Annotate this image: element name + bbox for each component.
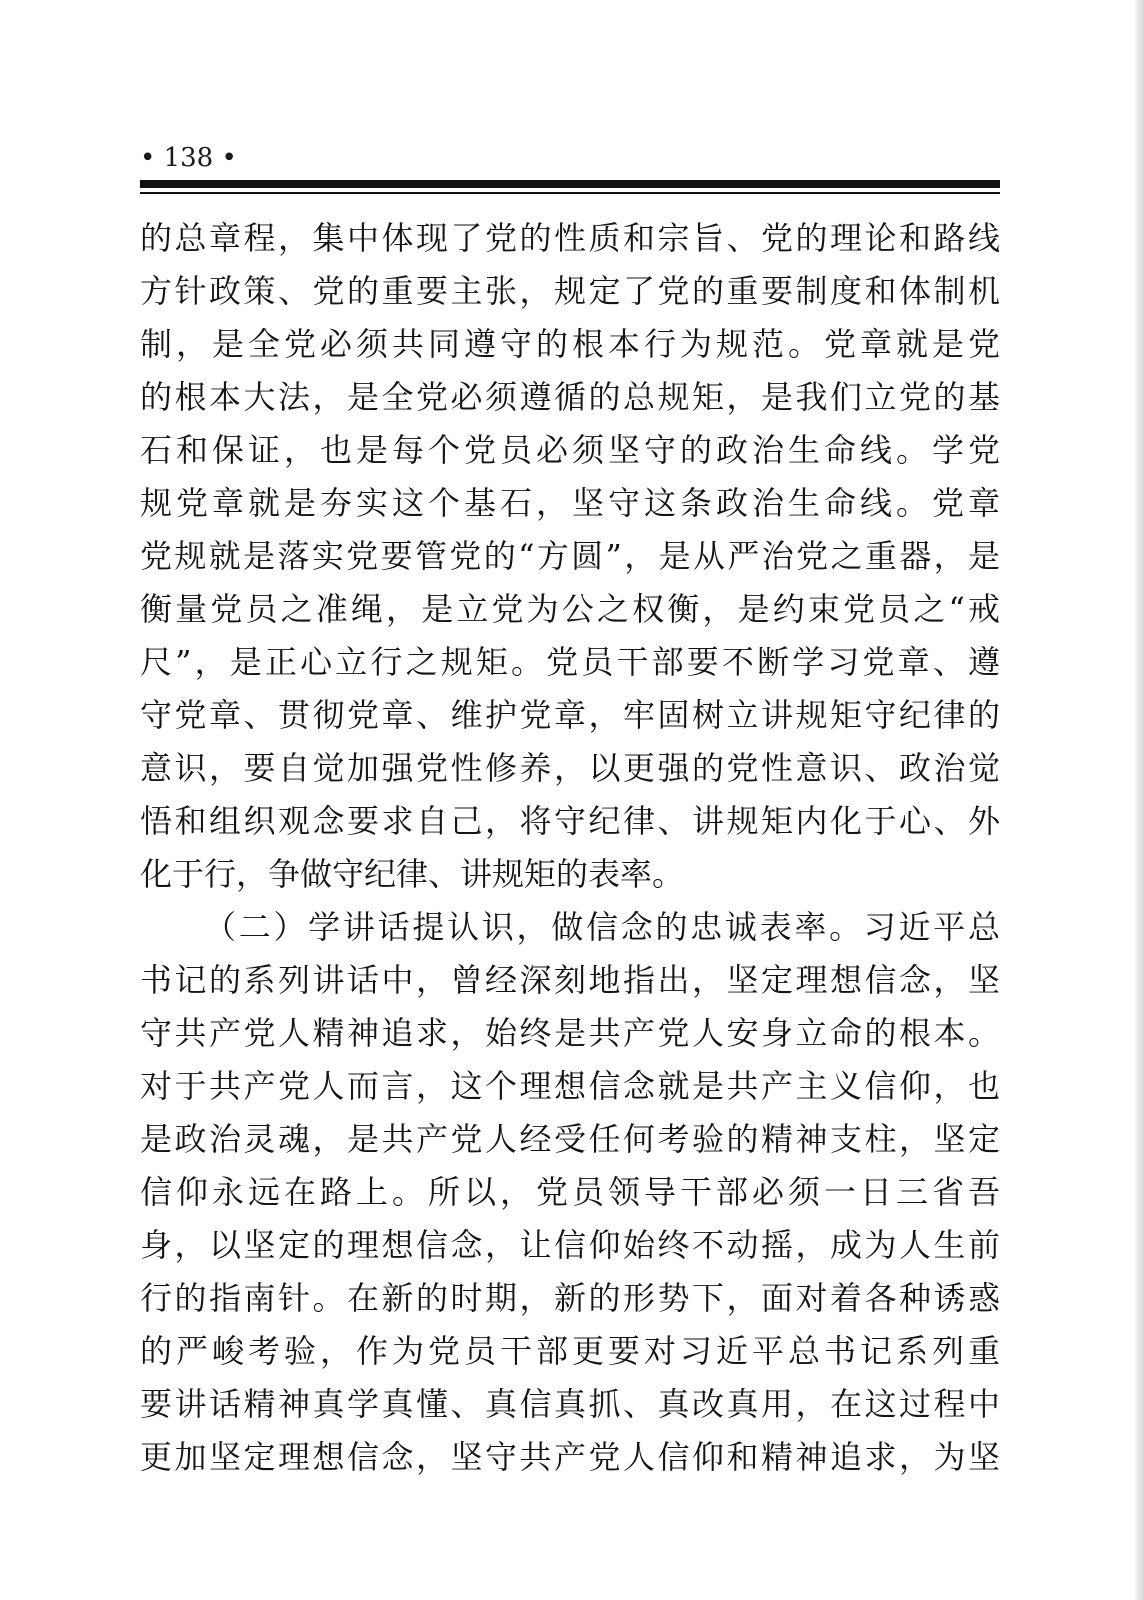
text-line: 守共产党人精神追求，始终是共产党人安身立命的根本。 <box>140 1014 1000 1052</box>
text-line: 衡量党员之准绳，是立党为公之权衡，是约束党员之“戒 <box>140 590 1000 628</box>
text-line: 尺”，是正心立行之规矩。党员干部要不断学习党章、遵 <box>140 643 1000 681</box>
text-line: 的根本大法，是全党必须遵循的总规矩，是我们立党的基 <box>140 378 1000 416</box>
page-number-header: • 138 • <box>140 143 237 173</box>
text-line: 要讲话精神真学真懂、真信真抓、真改真用，在这过程中 <box>140 1385 1000 1423</box>
text-line: 是政治灵魂，是共产党人经受任何考验的精神支柱，坚定 <box>140 1120 1000 1158</box>
text-line: 更加坚定理想信念，坚守共产党人信仰和精神追求，为坚 <box>140 1438 1000 1476</box>
text-line: 行的指南针。在新的时期，新的形势下，面对着各种诱惑 <box>140 1279 1000 1317</box>
text-line: 的总章程，集中体现了党的性质和宗旨、党的理论和路线 <box>140 219 1000 257</box>
scan-edge <box>1134 0 1144 1600</box>
body-text <box>140 212 1000 1484</box>
text-line: 规党章就是夯实这个基石，坚守这条政治生命线。党章 <box>140 484 1000 522</box>
text-line: 守党章、贯彻党章、维护党章，牢固树立讲规矩守纪律的 <box>140 696 1000 734</box>
text-line: 书记的系列讲话中，曾经深刻地指出，坚定理想信念，坚 <box>140 961 1000 999</box>
text-line: 石和保证，也是每个党员必须坚守的政治生命线。学党 <box>140 431 1000 469</box>
text-line: 制，是全党必须共同遵守的根本行为规范。党章就是党 <box>140 325 1000 363</box>
text-line: 身，以坚定的理想信念，让信仰始终不动摇，成为人生前 <box>140 1226 1000 1264</box>
text-line: 的严峻考验，作为党员干部更要对习近平总书记系列重 <box>140 1332 1000 1370</box>
text-line: 意识，要自觉加强党性修养，以更强的党性意识、政治觉 <box>140 749 1000 787</box>
paragraph-2 <box>140 901 1000 1484</box>
text-line: 信仰永远在路上。所以，党员领导干部必须一日三省吾 <box>140 1173 1000 1211</box>
section-heading-line: （二）学讲话提认识，做信念的忠诚表率。习近平总 <box>204 908 1000 946</box>
text-line: 对于共产党人而言，这个理想信念就是共产主义信仰，也 <box>140 1067 1000 1105</box>
text-line: 方针政策、党的重要主张，规定了党的重要制度和体制机 <box>140 272 1000 310</box>
paragraph-1 <box>140 212 1000 901</box>
header-rule-thick <box>140 180 1000 188</box>
text-line: 化于行，争做守纪律、讲规矩的表率。 <box>140 855 685 893</box>
text-line: 悟和组织观念要求自己，将守纪律、讲规矩内化于心、外 <box>140 802 1000 840</box>
header-rule-thin <box>140 192 1000 194</box>
text-line: 党规就是落实党要管党的“方圆”，是从严治党之重器，是 <box>140 537 1000 575</box>
